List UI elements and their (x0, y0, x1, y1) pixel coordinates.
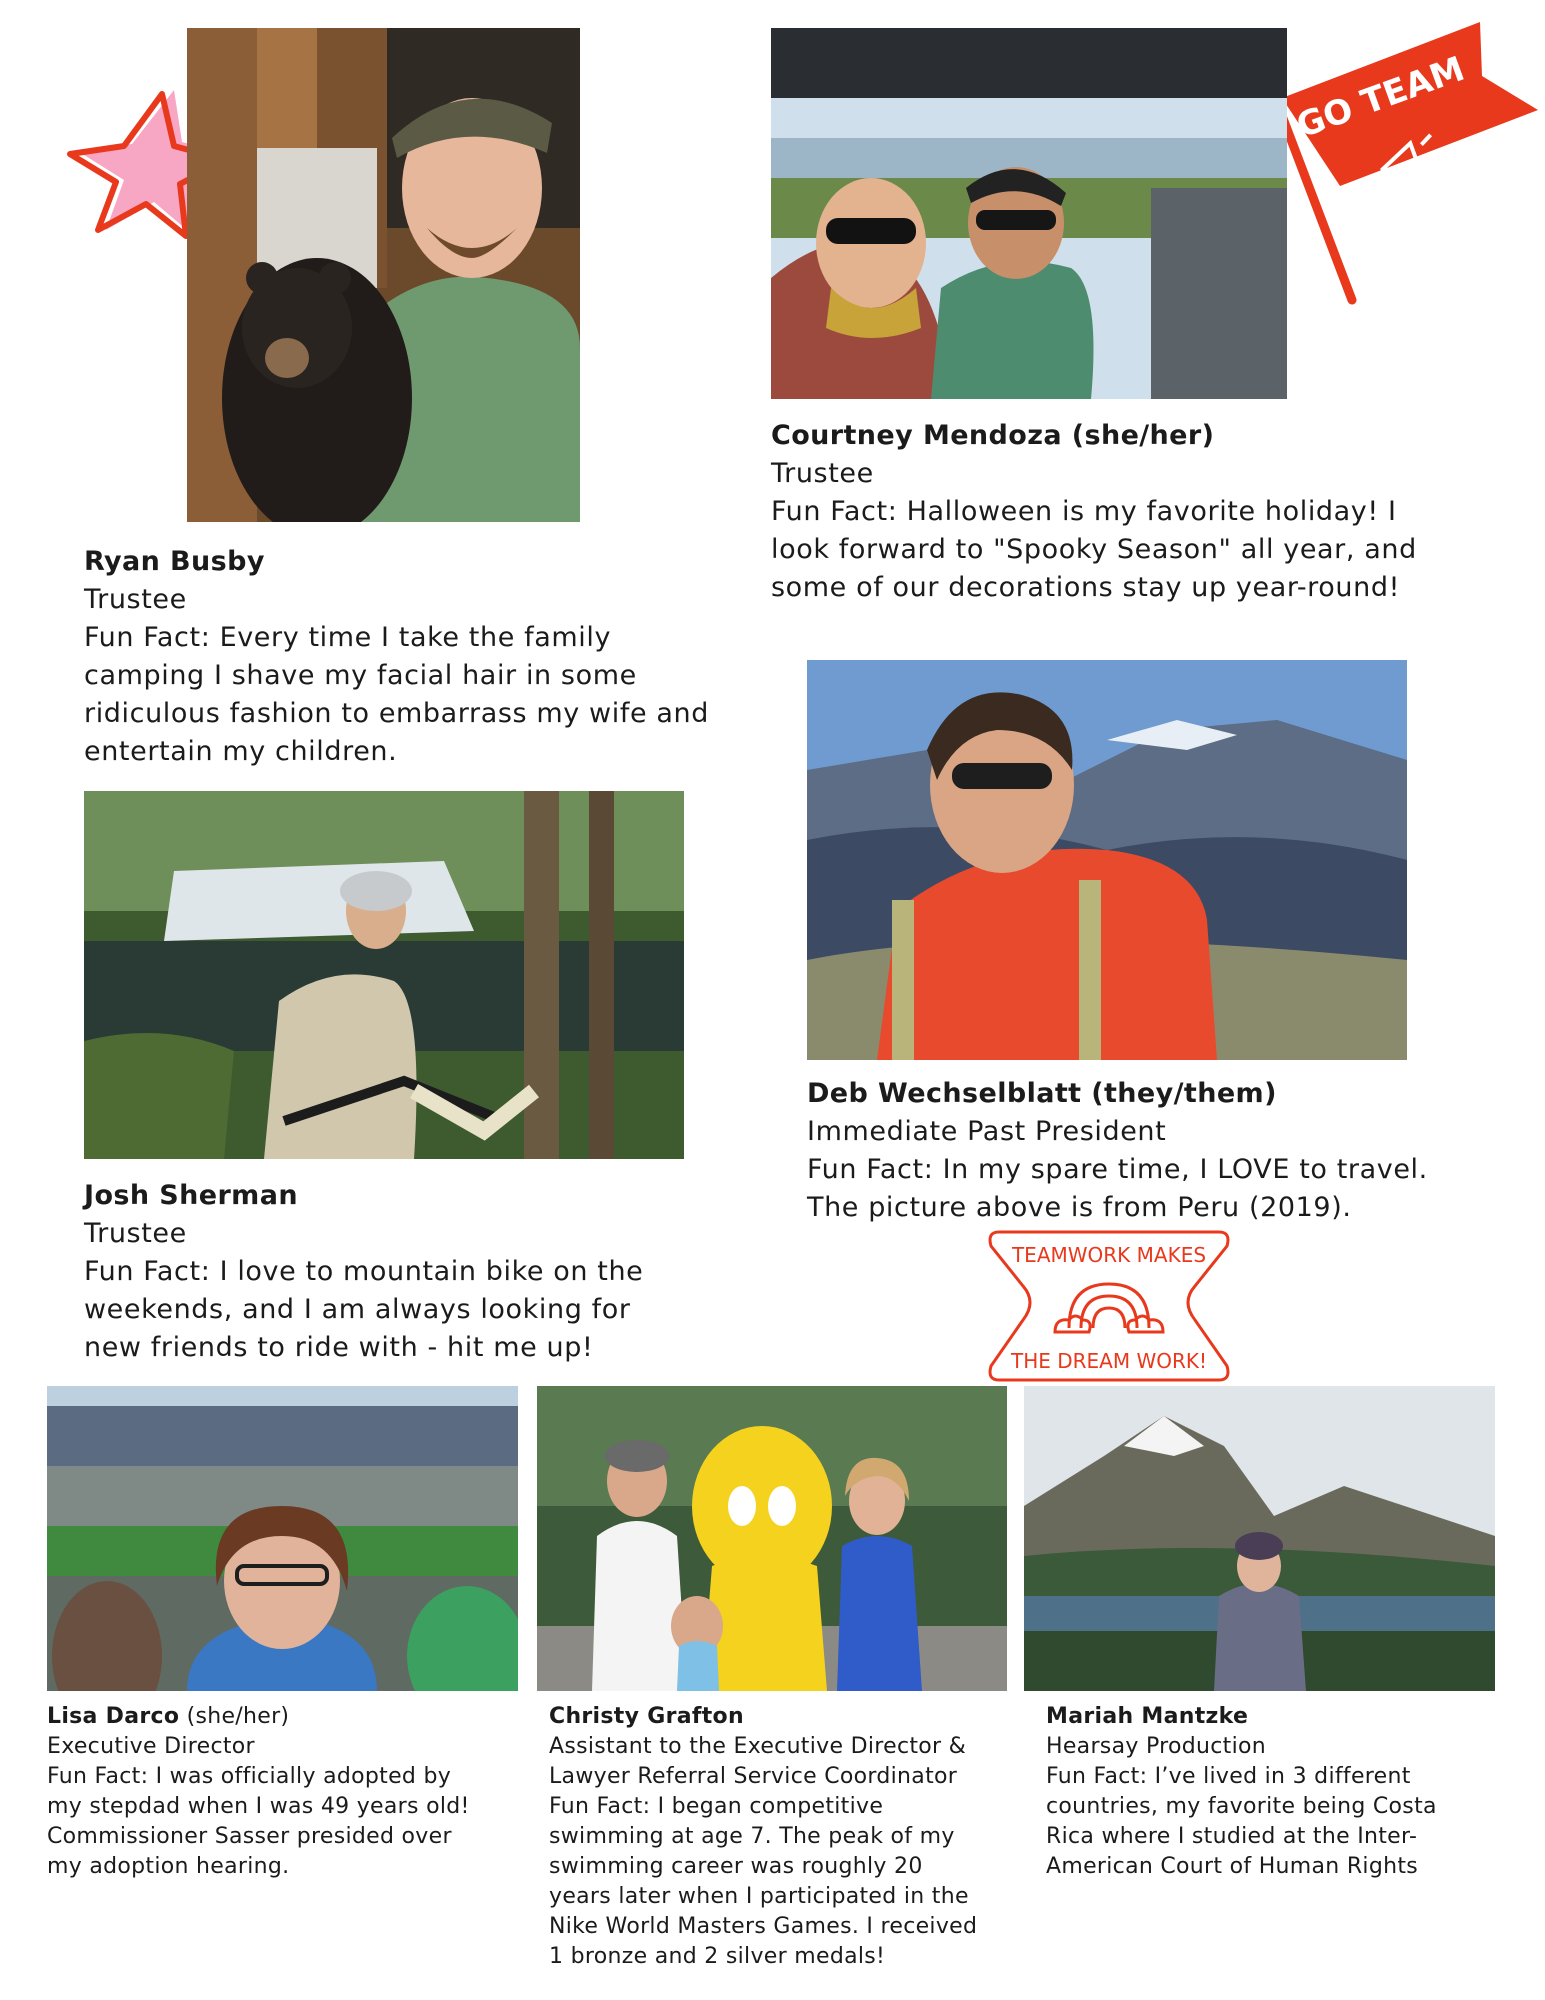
fun-fact-line: ridiculous fashion to embarrass my wife and (84, 698, 709, 729)
member-role: Assistant to the Executive Director & (549, 1734, 967, 1759)
bio-courtney-mendoza (771, 417, 1491, 607)
member-role: Immediate Past President (807, 1116, 1167, 1147)
member-name: Mariah Mantzke (1046, 1704, 1249, 1729)
fun-fact-line: Fun Fact: I’ve lived in 3 different (1046, 1764, 1411, 1789)
fun-fact-line: American Court of Human Rights (1046, 1854, 1419, 1879)
member-role: Executive Director (47, 1734, 255, 1759)
go-team-flag-sticker (1262, 18, 1545, 308)
member-name: Courtney Mendoza (she/her) (771, 420, 1215, 451)
member-role: Lawyer Referral Service Coordinator (549, 1764, 958, 1789)
member-name: Lisa Darco (47, 1704, 180, 1729)
bio-ryan-busby (84, 543, 764, 771)
member-role: Trustee (84, 584, 187, 615)
bio-lisa-darco (47, 1702, 517, 1882)
member-name: Christy Grafton (549, 1704, 744, 1729)
bio-mariah-mantzke (1046, 1702, 1516, 1882)
bio-christy-grafton (549, 1702, 1019, 1972)
fun-fact-line: Commissioner Sasser presided over (47, 1824, 452, 1849)
fun-fact-line: entertain my children. (84, 736, 398, 767)
photo-josh-sherman (84, 791, 684, 1159)
fun-fact-line: years later when I participated in the (549, 1884, 969, 1909)
fun-fact-line: countries, my favorite being Costa (1046, 1794, 1437, 1819)
member-name: Josh Sherman (84, 1180, 298, 1211)
bio-deb-wechselblatt (807, 1075, 1527, 1227)
photo-christy-grafton (537, 1386, 1007, 1691)
fun-fact-line: Fun Fact: I was officially adopted by (47, 1764, 452, 1789)
member-name: Ryan Busby (84, 546, 265, 577)
member-role: Trustee (771, 458, 874, 489)
fun-fact-line: Nike World Masters Games. I received (549, 1914, 978, 1939)
member-role: Hearsay Production (1046, 1734, 1267, 1759)
teamwork-bottom-text: THE DREAM WORK! (1010, 1349, 1208, 1373)
member-pronouns: (she/her) (179, 1704, 290, 1729)
fun-fact-line: Fun Fact: Every time I take the family (84, 622, 612, 653)
photo-ryan-busby (187, 28, 580, 522)
photo-courtney-mendoza (771, 28, 1287, 399)
fun-fact-line: new friends to ride with - hit me up! (84, 1332, 594, 1363)
fun-fact-line: camping I shave my facial hair in some (84, 660, 637, 691)
fun-fact-line: The picture above is from Peru (2019). (807, 1192, 1352, 1223)
bio-josh-sherman (84, 1177, 764, 1367)
fun-fact-line: my adoption hearing. (47, 1854, 290, 1879)
teamwork-top-text: TEAMWORK MAKES (1011, 1243, 1207, 1267)
fun-fact-line: Fun Fact: I love to mountain bike on the (84, 1256, 644, 1287)
photo-mariah-mantzke (1024, 1386, 1495, 1691)
member-name: Deb Wechselblatt (they/them) (807, 1078, 1277, 1109)
fun-fact-line: swimming at age 7. The peak of my (549, 1824, 955, 1849)
fun-fact-line: Rica where I studied at the Inter- (1046, 1824, 1418, 1849)
fun-fact-line: Fun Fact: I began competitive (549, 1794, 884, 1819)
fun-fact-line: swimming career was roughly 20 (549, 1854, 923, 1879)
member-role: Trustee (84, 1218, 187, 1249)
fun-fact-line: 1 bronze and 2 silver medals! (549, 1944, 886, 1969)
fun-fact-line: my stepdad when I was 49 years old! (47, 1794, 470, 1819)
flag-text: GO TEAM (1291, 48, 1470, 147)
fun-fact-line: some of our decorations stay up year-round! (771, 572, 1400, 603)
photo-lisa-darco (47, 1386, 518, 1691)
teamwork-sticker (985, 1228, 1233, 1384)
fun-fact-line: Fun Fact: In my spare time, I LOVE to travel. (807, 1154, 1428, 1185)
fun-fact-line: look forward to "Spooky Season" all year, and (771, 534, 1417, 565)
flag-icon (1262, 18, 1545, 308)
fun-fact-line: weekends, and I am always looking for (84, 1294, 631, 1325)
photo-deb-wechselblatt (807, 660, 1407, 1060)
fun-fact-line: Fun Fact: Halloween is my favorite holiday! I (771, 496, 1397, 527)
